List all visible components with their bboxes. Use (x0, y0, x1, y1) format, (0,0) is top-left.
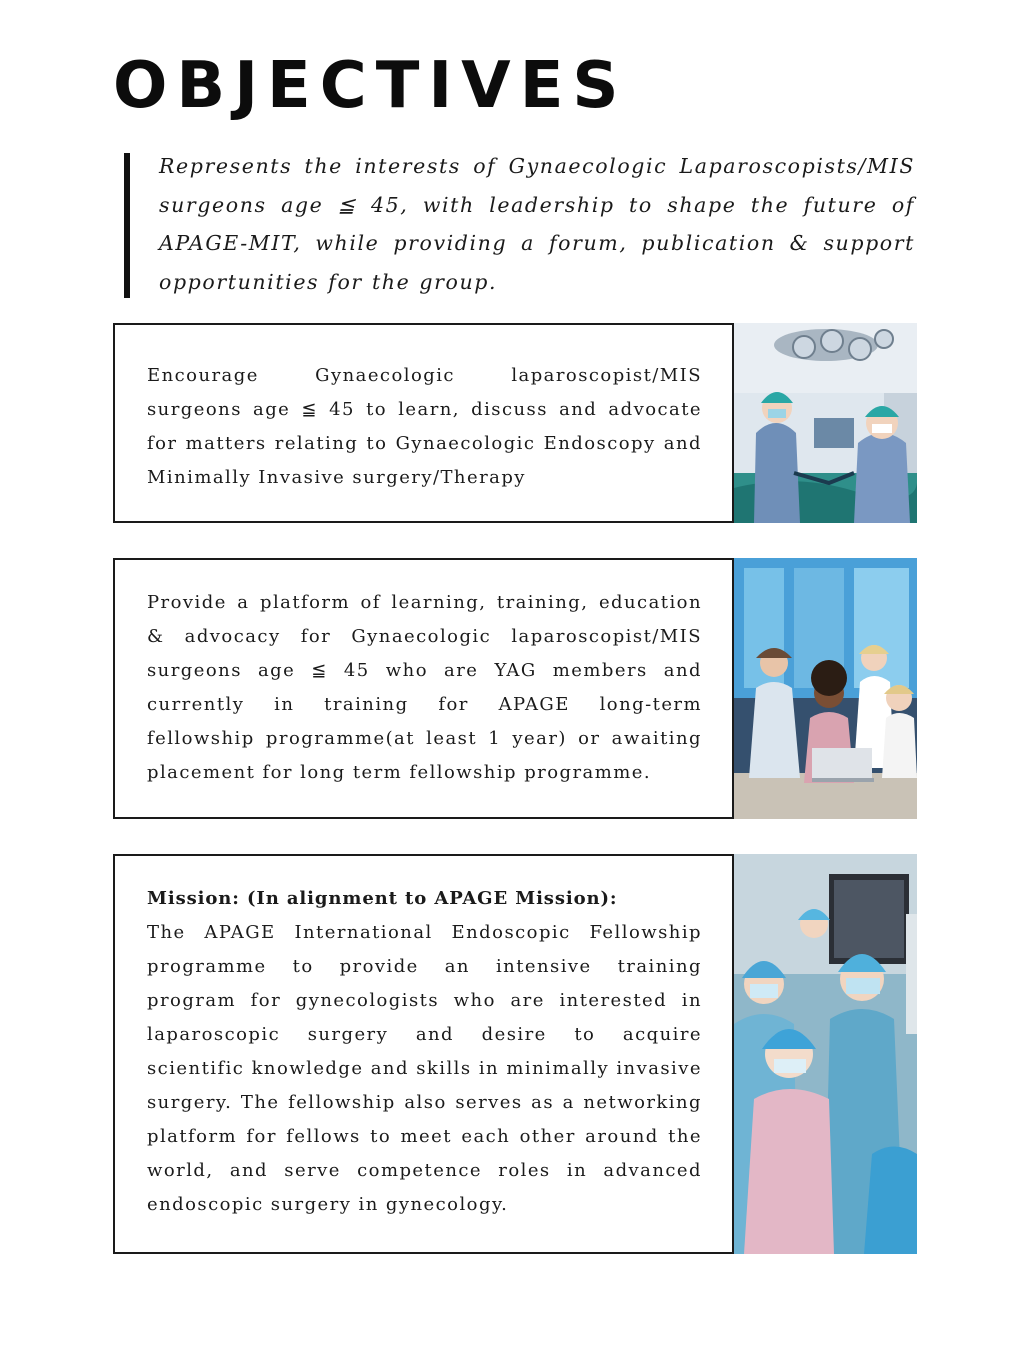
surgical-team-illustration (734, 854, 917, 1254)
quote-bar (124, 153, 130, 298)
objective-card-frame (113, 323, 734, 523)
surgeons-operating-room-photo (734, 323, 917, 523)
objective-card-frame (113, 558, 734, 819)
mission-text (147, 882, 702, 1222)
page-title: OBJECTIVES (113, 49, 628, 123)
intro-statement: Represents the interests of Gynaecologic Laparoscopists/MIS surgeons age ≦ 45, with leadership to shape the future of APAGE-MIT, while providing a forum, publication & support opportunities for the group. (159, 154, 915, 294)
objective-card-2 (113, 558, 917, 819)
surgeons-operating-room-illustration (734, 323, 917, 523)
team-meeting-photo (734, 558, 917, 819)
mission-heading: Mission: (In alignment to APAGE Mission): (147, 888, 618, 909)
mission-body: The APAGE International Endoscopic Fellowship programme to provide an intensive training program for gynecologists who are interested in laparoscopic surgery and desire to acquire scientific knowledge and skills in minimally invasive surgery. The fellowship also serves as a networking platform for fellows to meet each other around the world, and serve competence roles in advanced endoscopic surgery in gynecology. (147, 922, 702, 1215)
objective-text: Encourage Gynaecologic laparoscopist/MIS surgeons age ≦ 45 to learn, discuss and advocate for matters relating to Gynaecologic Endoscopy and Minimally Invasive surgery/Therapy (147, 365, 702, 488)
surgical-team-photo (734, 854, 917, 1254)
objective-text: Provide a platform of learning, training, education & advocacy for Gynaecologic laparoscopist/MIS surgeons age ≦ 45 who are YAG members and currently in training for APAGE long-term fellowship programme(at least 1 year) or awaiting placement for long term fellowship programme. (147, 592, 702, 783)
objective-card-1 (113, 323, 917, 523)
objective-card-frame (113, 854, 734, 1254)
team-meeting-illustration (734, 558, 917, 819)
objective-card-3 (113, 854, 917, 1254)
